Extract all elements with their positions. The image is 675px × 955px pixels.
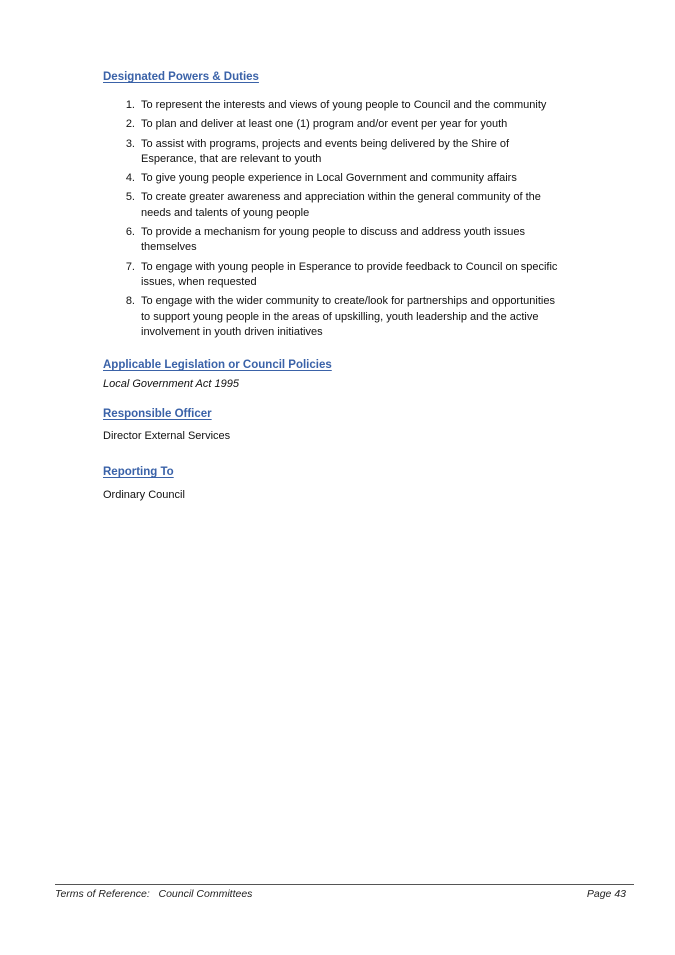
footer-document-title: Terms of Reference: Council Committees <box>55 888 253 900</box>
officer-heading: Responsible Officer <box>103 408 212 420</box>
list-item-text: To provide a mechanism for young people to discuss and address youth issues themselves <box>141 226 525 254</box>
list-item-number: 4. <box>125 172 135 185</box>
duties-list <box>103 98 603 344</box>
list-item <box>103 137 603 168</box>
footer-divider <box>55 884 634 885</box>
list-item-text: To engage with the wider community to create/look for partnerships and opportunities to support young people in the areas of upskilling, youth leadership and the active involvement in youth driven initiatives <box>141 295 555 338</box>
list-item-number: 7. <box>125 260 135 273</box>
footer-page-number: Page 43 <box>586 888 626 900</box>
reporting-heading: Reporting To <box>103 466 174 478</box>
legislation-text: Local Government Act 1995 <box>103 378 239 390</box>
list-item-text: To assist with programs, projects and events being delivered by the Shire of Esperance, that are relevant to youth <box>141 137 510 165</box>
list-item <box>103 260 603 291</box>
list-item-text: To give young people experience in Local Government and community affairs <box>141 172 517 185</box>
legislation-heading: Applicable Legislation or Council Policies <box>103 359 332 371</box>
reporting-text: Ordinary Council <box>103 489 185 501</box>
duties-heading: Designated Powers & Duties <box>103 71 259 83</box>
officer-text: Director External Services <box>103 430 231 442</box>
list-item-text: To represent the interests and views of young people to Council and the community <box>141 99 547 111</box>
list-item <box>103 117 603 132</box>
list-item-number: 5. <box>125 191 135 204</box>
list-item <box>103 190 603 221</box>
list-item-number: 1. <box>125 99 135 111</box>
list-item <box>103 294 603 340</box>
list-item <box>103 98 603 113</box>
list-item-text: To engage with young people in Esperance to provide feedback to Council on specific issues, when requested <box>141 260 558 288</box>
list-item-number: 6. <box>125 226 135 239</box>
list-item-number: 8. <box>125 295 135 308</box>
list-item-number: 3. <box>125 137 135 150</box>
list-item <box>103 171 603 186</box>
list-item-text: To plan and deliver at least one (1) program and/or event per year for youth <box>141 118 508 131</box>
list-item-text: To create greater awareness and appreciation within the general community of the needs and talents of young people <box>141 191 541 219</box>
list-item <box>103 225 603 256</box>
list-item-number: 2. <box>125 118 135 131</box>
